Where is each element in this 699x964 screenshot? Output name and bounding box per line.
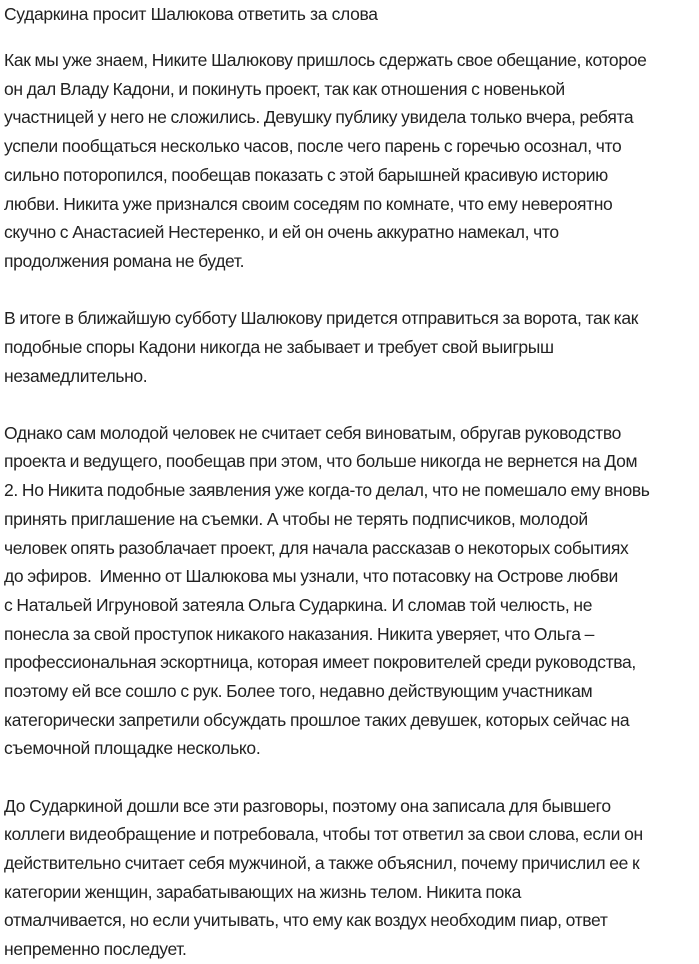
text-line: действительно считает себя мужчиной, а также объяснил, почему причислил ее к	[4, 853, 640, 874]
text-line: В итоге в ближайшую субботу Шалюкову придется отправиться за ворота, так как	[4, 308, 639, 329]
text-line: сильно поторопился, пообещав показать с этой барышней красивую историю	[4, 164, 608, 185]
text-line: продолжения романа не будет.	[4, 250, 245, 271]
text-line: Как мы уже знаем, Никите Шалюкову пришлось сдержать свое обещание, которое	[4, 50, 647, 70]
paragraph-3	[4, 419, 695, 763]
text-line: с Натальей Игруновой затеяла Ольга Сударкина. И сломав той челюсть, не	[4, 594, 593, 615]
text-line: понесла за свой проступок никакого наказания. Никита уверяет, что Ольга –	[4, 623, 594, 644]
paragraph-4	[4, 792, 695, 964]
spacer	[4, 763, 695, 792]
paragraph-2	[4, 304, 695, 390]
text-line: незамедлительно.	[4, 365, 148, 386]
text-line: до эфиров. Именно от Шалюкова мы узнали, что потасовку на Острове любви	[4, 566, 618, 587]
text-line: он дал Владу Кадони, и покинуть проект, так как отношения с новенькой	[4, 78, 565, 99]
text-line: До Сударкиной дошли все эти разговоры, поэтому она записала для бывшего	[4, 795, 611, 816]
text-line: категории женщин, зарабатывающих на жизнь телом. Никита пока	[4, 881, 522, 902]
article-title: Сударкина просит Шалюкова ответить за слова	[4, 4, 378, 24]
paragraph-1	[4, 46, 695, 276]
text-line: коллеги видеобращение и потребовала, чтобы тот ответил за свои слова, если он	[4, 824, 643, 845]
text-line: отмалчивается, но если учитывать, что ему как воздух необходим пиар, ответ	[4, 910, 608, 931]
text-line: непременно последует.	[4, 939, 187, 960]
text-line: Однако сам молодой человек не считает себя виноватым, обругав руководство	[4, 422, 621, 443]
text-line: проекта и ведущего, пообещав при этом, что больше никогда не вернется на Дом	[4, 451, 638, 472]
text-line: скучно с Анастасией Нестеренко, и ей он очень аккуратно намекал, что	[4, 222, 559, 243]
text-line: человек опять разоблачает проект, для начала рассказав о некоторых событиях	[4, 537, 629, 558]
spacer	[4, 276, 695, 305]
text-line: 2. Но Никита подобные заявления уже когда-то делал, что не помешало ему вновь	[4, 480, 650, 501]
text-line: любви. Никита уже признался своим соседям по комнате, что ему невероятно	[4, 193, 613, 214]
spacer	[4, 26, 695, 46]
text-line: съемочной площадке несколько.	[4, 738, 261, 759]
text-line: профессиональная эскортница, которая имеет покровителей среди руководства,	[4, 652, 636, 673]
text-line: успели пообщаться несколько часов, после чего парень с горечью осознал, что	[4, 136, 622, 157]
text-line: участницей у него не сложились. Девушку публику увидела только вчера, ребята	[4, 107, 634, 128]
text-line: категорически запретили обсуждать прошлое таких девушек, которых сейчас на	[4, 709, 630, 730]
spacer	[4, 390, 695, 419]
text-line: подобные споры Кадони никогда не забывает и требует свой выигрыш	[4, 336, 554, 357]
text-line: поэтому ей все сошло с рук. Более того, недавно действующим участникам	[4, 681, 593, 702]
text-line: принять приглашение на съемки. А чтобы не терять подписчиков, молодой	[4, 508, 588, 529]
